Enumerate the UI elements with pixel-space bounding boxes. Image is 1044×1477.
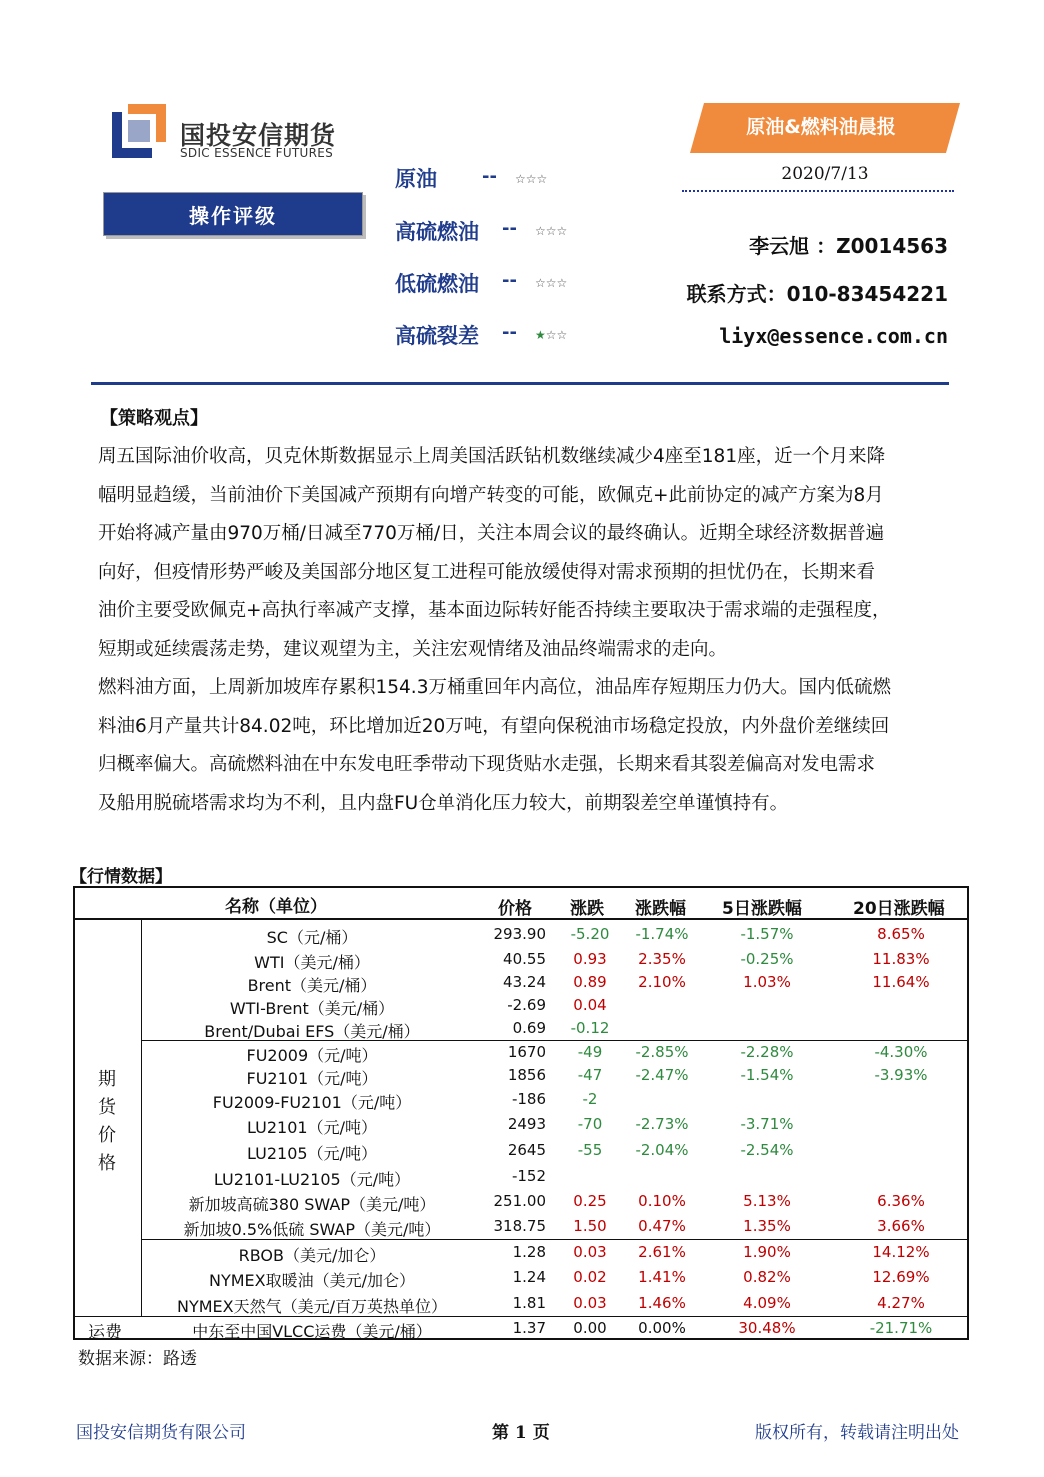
table-cell-name: WTI-Brent（美元/桶） (229, 999, 395, 1018)
header-name: 名称（单位） (225, 897, 327, 917)
table-cell-chg: 0.04 (573, 996, 607, 1014)
paragraph-line: 归概率偏大。高硫燃料油在中东发电旺季带动下现货贴水走强，长期来看其裂差偏高对发电需求 (98, 754, 876, 775)
table-cell-chg: -47 (577, 1066, 603, 1084)
table-cell-p5: 30.48% (738, 1319, 796, 1337)
table-cell-chg: 0.03 (573, 1243, 607, 1261)
table-cell-pct: -2.47% (635, 1066, 689, 1084)
table-cell-pct: -2.04% (635, 1141, 689, 1159)
table-cell-p20: 12.69% (872, 1268, 930, 1286)
table-cell-name: NYMEX天然气（美元/百万英热单位） (176, 1297, 447, 1316)
report-date: 2020/7/13 (781, 164, 869, 184)
table-cell-p5: 1.03% (743, 973, 791, 991)
table-cell-pct: 2.10% (638, 973, 686, 991)
star-filled-icon: ★ (535, 328, 546, 342)
rating-item-crude-stars: ☆☆☆ (515, 172, 548, 186)
header-price: 价格 (498, 899, 532, 919)
table-cell-chg: -5.20 (570, 925, 610, 943)
table-cell-pct: -2.85% (635, 1043, 689, 1061)
table-cell-name: FU2009-FU2101（元/吨） (212, 1093, 412, 1112)
table-cell-p20: -4.30% (874, 1043, 928, 1061)
rating-item-hsfo-name: 高硫燃油 (395, 220, 479, 244)
data-source: 数据来源：路透 (78, 1349, 197, 1369)
page-number: 1 (514, 1423, 527, 1443)
table-cell-p5: -1.54% (740, 1066, 794, 1084)
rating-label: 操作评级 (189, 204, 277, 228)
company-logo-icon (112, 104, 166, 158)
rating-item-crack-stars (535, 328, 567, 342)
strategy-paragraph-crude (98, 438, 958, 669)
rating-item-hsfo-stars: ☆☆☆ (535, 224, 568, 238)
strategy-title: 【策略观点】 (100, 408, 208, 429)
table-cell-chg: -55 (577, 1141, 603, 1159)
table-cell-pct: 1.41% (638, 1268, 686, 1286)
footer-page (492, 1418, 550, 1443)
table-cell-p5: 0.82% (743, 1268, 791, 1286)
table-cell-chg: -49 (577, 1043, 603, 1061)
table-cell-p5: 4.09% (743, 1294, 791, 1312)
table-cell-price: 1.24 (512, 1268, 546, 1286)
paragraph-line: 开始将减产量由970万桶/日减至770万桶/日，关注本周会议的最终确认。近期全球经济数据普遍 (98, 523, 885, 544)
table-cell-name: 新加坡高硫380 SWAP（美元/吨） (188, 1195, 436, 1214)
table-cell-price: 1.28 (512, 1243, 546, 1261)
footer-company: 国投安信期货有限公司 (76, 1423, 246, 1443)
page-suffix: 页 (532, 1423, 550, 1443)
table-cell-pct: 0.00% (638, 1319, 686, 1337)
rating-item-crack-dash: -- (502, 322, 517, 343)
market-title: 【行情数据】 (70, 867, 172, 887)
rating-item-lsfo-name: 低硫燃油 (395, 272, 479, 296)
report-title: 原油&燃料油晨报 (746, 116, 896, 138)
table-cell-chg: 1.50 (573, 1217, 607, 1235)
paragraph-line: 周五国际油价收高，贝克休斯数据显示上周美国活跃钻机数继续减少4座至181座，近一个月来降 (98, 446, 886, 467)
header-change-pct: 涨跌幅 (635, 899, 686, 919)
analyst-phone: 联系方式：010-83454221 (686, 282, 948, 306)
date-divider (682, 190, 954, 192)
table-cell-name: Brent/Dubai EFS（美元/桶） (204, 1022, 420, 1041)
table-cell-p5: -2.54% (740, 1141, 794, 1159)
analyst-email: liyx@essence.com.cn (719, 324, 948, 348)
header-change: 涨跌 (570, 899, 604, 919)
footer-copyright: 版权所有，转载请注明出处 (755, 1423, 959, 1443)
paragraph-line: 料油6月产量共计84.02吨，环比增加近20万吨，有望向保税油市场稳定投放，内外盘价差继续回 (98, 715, 890, 737)
table-cell-price: -152 (511, 1167, 546, 1185)
table-cell-p20: -3.93% (874, 1066, 928, 1084)
table-cell-price: 251.00 (493, 1192, 546, 1210)
page-prefix: 第 (492, 1423, 509, 1443)
table-cell-chg: 0.25 (573, 1192, 607, 1210)
rating-item-crude-name: 原油 (395, 167, 437, 191)
table-cell-chg: 0.00 (573, 1319, 607, 1337)
paragraph-line: 燃料油方面，上周新加坡库存累积154.3万桶重回年内高位，油品库存短期压力仍大。国内低硫燃 (98, 677, 891, 698)
table-cell-pct: 2.61% (638, 1243, 686, 1261)
table-cell-price: 1.37 (512, 1319, 546, 1337)
table-cell-name: FU2101（元/吨） (246, 1069, 378, 1088)
table-cell-chg: -70 (577, 1115, 603, 1133)
table-cell-name: SC（元/桶） (266, 928, 358, 947)
table-cell-chg: -2 (582, 1090, 598, 1108)
table-cell-p20: 11.83% (872, 950, 930, 968)
table-cell-p20: 14.12% (872, 1243, 930, 1261)
table-cell-pct: -2.73% (635, 1115, 689, 1133)
table-cell-price: 318.75 (493, 1217, 546, 1235)
table-cell-price: 0.69 (512, 1019, 546, 1037)
table-cell-name: Brent（美元/桶） (247, 976, 377, 995)
table-cell-p20: 11.64% (872, 973, 930, 991)
table-cell-name: 新加坡0.5%低硫 SWAP（美元/吨） (183, 1220, 441, 1239)
table-cell-chg: -0.12 (570, 1019, 610, 1037)
table-cell-pct: 1.46% (638, 1294, 686, 1312)
table-cell-price: 2645 (507, 1141, 546, 1159)
header-20d-pct: 20日涨跌幅 (853, 899, 945, 919)
table-cell-price: 1.81 (512, 1294, 546, 1312)
table-cell-p20: -21.71% (869, 1319, 933, 1337)
table-cell-chg: 0.93 (573, 950, 607, 968)
table-cell-p20: 8.65% (877, 925, 925, 943)
company-name-cn: 国投安信期货 (180, 121, 337, 150)
table-cell-p5: -0.25% (740, 950, 794, 968)
table-cell-pct: 0.10% (638, 1192, 686, 1210)
table-cell-name: LU2101（元/吨） (247, 1118, 377, 1137)
paragraph-line: 短期或延续震荡走势，建议观望为主，关注宏观情绪及油品终端需求的走向。 (98, 638, 728, 660)
table-cell-name: FU2009（元/吨） (246, 1046, 378, 1065)
rating-item-crude-dash: -- (482, 166, 497, 187)
star-empty-icon: ☆☆ (545, 328, 568, 342)
table-cell-p5: 1.35% (743, 1217, 791, 1235)
table-cell-name: RBOB（美元/加仑） (238, 1246, 386, 1265)
table-cell-price: 1670 (507, 1043, 546, 1061)
header-divider (91, 382, 949, 385)
table-cell-p5: -2.28% (740, 1043, 794, 1061)
table-cell-p5: 5.13% (743, 1192, 791, 1210)
table-cell-p20: 3.66% (877, 1217, 925, 1235)
rating-item-lsfo-dash: -- (502, 270, 517, 291)
table-cell-name: LU2105（元/吨） (247, 1144, 377, 1163)
paragraph-line: 及船用脱硫塔需求均为不利，且内盘FU仓单消化压力较大，前期裂差空单谨慎持有。 (98, 792, 789, 814)
table-cell-price: 43.24 (503, 973, 546, 991)
paragraph-line: 向好，但疫情形势严峻及美国部分地区复工进程可能放缓使得对需求预期的担忧仍在，长期来看 (98, 561, 876, 583)
table-cell-name: 中东至中国VLCC运费（美元/桶） (192, 1322, 432, 1341)
table-cell-price: 293.90 (493, 925, 546, 943)
table-cell-p5: -3.71% (740, 1115, 794, 1133)
table-cell-pct: -1.74% (635, 925, 689, 943)
table-cell-chg: 0.89 (573, 973, 607, 991)
table-cell-pct: 0.47% (638, 1217, 686, 1235)
paragraph-line: 幅明显趋缓，当前油价下美国减产预期有向增产转变的可能，欧佩克+此前协定的减产方案为8月 (98, 484, 884, 506)
strategy-paragraph-fuel (98, 669, 958, 823)
rating-item-crack-name: 高硫裂差 (395, 324, 479, 348)
group-label-freight: 运费 (88, 1323, 122, 1343)
table-cell-p20: 4.27% (877, 1294, 925, 1312)
table-cell-price: -2.69 (507, 996, 546, 1014)
table-cell-p5: -1.57% (740, 925, 794, 943)
table-cell-chg: 0.03 (573, 1294, 607, 1312)
table-cell-pct: 2.35% (638, 950, 686, 968)
table-cell-price: 40.55 (503, 950, 546, 968)
table-cell-name: NYMEX取暖油（美元/加仑） (208, 1271, 415, 1290)
table-cell-name: WTI（美元/桶） (254, 953, 370, 972)
paragraph-line: 油价主要受欧佩克+高执行率减产支撑，基本面边际转好能否持续主要取决于需求端的走强程度， (98, 600, 891, 621)
table-cell-chg: 0.02 (573, 1268, 607, 1286)
table-cell-name: LU2101-LU2105（元/吨） (213, 1170, 411, 1189)
table-cell-p5: 1.90% (743, 1243, 791, 1261)
analyst-name: 李云旭 ：Z0014563 (749, 234, 948, 258)
table-cell-price: -186 (511, 1090, 546, 1108)
company-name-en: SDIC ESSENCE FUTURES (180, 146, 334, 160)
table-cell-p20: 6.36% (877, 1192, 925, 1210)
table-cell-price: 1856 (507, 1066, 546, 1084)
table-cell-price: 2493 (507, 1115, 546, 1133)
rating-item-lsfo-stars: ☆☆☆ (535, 276, 568, 290)
header-5d-pct: 5日涨跌幅 (722, 899, 802, 919)
group-label-futures: 期 货 价 格 (98, 1069, 116, 1174)
rating-item-hsfo-dash: -- (502, 218, 517, 239)
